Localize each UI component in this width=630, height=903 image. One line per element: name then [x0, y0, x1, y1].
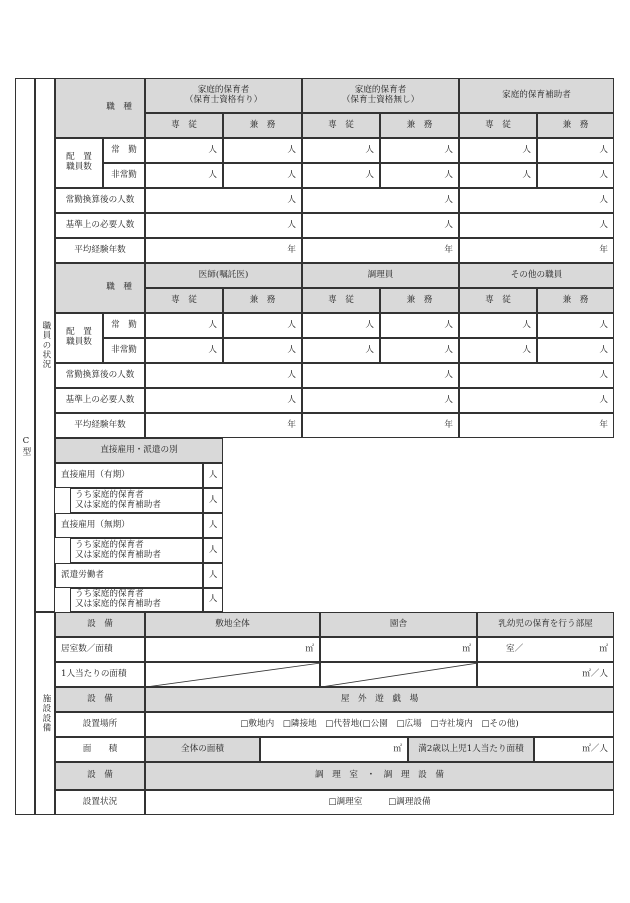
year-cell[interactable]: 年 [459, 413, 614, 438]
count-cell[interactable]: 人 [223, 313, 302, 338]
sqm-unit: ㎡ [599, 643, 608, 654]
employment-sub-label: うち家庭的保育者 又は家庭的保育補助者 [70, 488, 203, 513]
senju-header: 専 従 [302, 113, 380, 138]
senju-header: 専 従 [459, 113, 537, 138]
count-cell[interactable]: 人 [537, 338, 614, 363]
hijokin-label: 非常勤 [103, 338, 145, 363]
form-sheet [15, 78, 614, 815]
building-header: 園舎 [320, 612, 477, 637]
type-label: C型 [20, 436, 31, 457]
count-cell[interactable]: 人 [459, 388, 614, 413]
kenmu-header: 兼 務 [537, 113, 614, 138]
kijun-label: 基準上の必要人数 [55, 388, 145, 413]
count-cell[interactable]: 人 [380, 138, 459, 163]
employment-sub-label: うち家庭的保育者 又は家庭的保育補助者 [70, 588, 203, 612]
diagonal-line [146, 663, 320, 687]
playground-header: 屋 外 遊 戯 場 [145, 687, 614, 712]
year-cell[interactable]: 年 [459, 238, 614, 263]
kenmu-header: 兼 務 [537, 288, 614, 313]
staff-section-label: 職員の状況 [40, 321, 51, 369]
count-cell[interactable]: 人 [537, 313, 614, 338]
facility-section-label-cell [35, 612, 55, 815]
employment-sub-label: うち家庭的保育者 又は家庭的保育補助者 [70, 538, 203, 563]
kanzan-label: 常勤換算後の人数 [55, 363, 145, 388]
jokin-label: 常 勤 [103, 313, 145, 338]
employment-count[interactable]: 人 [203, 538, 223, 563]
year-cell[interactable]: 年 [302, 413, 459, 438]
kanzan-label: 常勤換算後の人数 [55, 188, 145, 213]
area-label: 面 積 [55, 737, 145, 762]
role-header: 医師(嘱託医) [145, 263, 302, 288]
employment-label: 直接雇用（無期） [55, 513, 203, 538]
job-type-header-text: 職 種 [106, 102, 132, 113]
count-cell[interactable]: 人 [223, 163, 302, 188]
area-cell[interactable]: ㎡ [320, 637, 477, 662]
room-unit: 室／ [506, 643, 524, 654]
count-cell[interactable]: 人 [380, 338, 459, 363]
employment-label: 直接雇用（有期） [55, 463, 203, 488]
place-label: 設置場所 [55, 712, 145, 737]
count-cell[interactable]: 人 [145, 388, 302, 413]
job-type-header [55, 263, 145, 313]
count-cell[interactable]: 人 [145, 363, 302, 388]
kijun-label: 基準上の必要人数 [55, 213, 145, 238]
role-header: 家庭的保育者 （保育士資格有り） [145, 78, 302, 113]
kenmu-header: 兼 務 [223, 288, 302, 313]
count-cell[interactable]: 人 [302, 388, 459, 413]
per-child-area-cell[interactable]: ㎡／人 [534, 737, 614, 762]
rooms-area-cell[interactable] [477, 637, 614, 662]
senju-header: 専 従 [459, 288, 537, 313]
keiken-label: 平均経験年数 [55, 238, 145, 263]
keiken-label: 平均経験年数 [55, 413, 145, 438]
job-type-header [55, 78, 145, 138]
count-cell[interactable]: 人 [302, 313, 380, 338]
type-label-cell [15, 78, 35, 815]
role-header: その他の職員 [459, 263, 614, 288]
count-cell[interactable]: 人 [302, 363, 459, 388]
count-cell[interactable]: 人 [145, 188, 302, 213]
role-header: 家庭的保育者 （保育士資格無し） [302, 78, 459, 113]
year-cell[interactable]: 年 [145, 413, 302, 438]
count-cell[interactable]: 人 [145, 313, 223, 338]
count-cell[interactable]: 人 [537, 138, 614, 163]
per-person-slashed-cell [320, 662, 477, 687]
per-person-area-label: 1人当たりの面積 [55, 662, 145, 687]
diagonal-line [321, 663, 477, 687]
count-cell[interactable]: 人 [537, 163, 614, 188]
setsubi-header: 設 備 [55, 612, 145, 637]
status-label: 設置状況 [55, 790, 145, 815]
kitchen-options[interactable]: □調理室 □調理設備 [145, 790, 614, 815]
count-cell[interactable]: 人 [145, 213, 302, 238]
count-cell[interactable]: 人 [459, 188, 614, 213]
senju-header: 専 従 [145, 113, 223, 138]
senju-header: 専 従 [302, 288, 380, 313]
count-cell[interactable]: 人 [302, 338, 380, 363]
count-cell[interactable]: 人 [459, 363, 614, 388]
count-cell[interactable]: 人 [380, 163, 459, 188]
facility-section-label: 施設設備 [40, 694, 51, 733]
total-area-label: 全体の面積 [145, 737, 260, 762]
employment-header: 直接雇用・派遣の別 [55, 438, 223, 463]
role-header: 調理員 [302, 263, 459, 288]
year-cell[interactable]: 年 [145, 238, 302, 263]
count-cell[interactable]: 人 [380, 313, 459, 338]
count-cell[interactable]: 人 [223, 338, 302, 363]
count-cell[interactable]: 人 [302, 138, 380, 163]
hijokin-label: 非常勤 [103, 163, 145, 188]
count-cell[interactable]: 人 [459, 338, 537, 363]
employment-count[interactable]: 人 [203, 463, 223, 488]
count-cell[interactable]: 人 [459, 138, 537, 163]
staff-section-label-cell [35, 78, 55, 612]
area-cell[interactable]: ㎡ [145, 637, 320, 662]
employment-count[interactable]: 人 [203, 513, 223, 538]
kitchen-header: 調 理 室 ・ 調 理 設 備 [145, 762, 614, 790]
employment-count[interactable]: 人 [203, 488, 223, 513]
count-cell[interactable]: 人 [145, 338, 223, 363]
count-cell[interactable]: 人 [302, 213, 459, 238]
nursery-room-header: 乳幼児の保育を行う部屋 [477, 612, 614, 637]
employment-label: 派遣労働者 [55, 563, 203, 588]
setsubi-header: 設 備 [55, 687, 145, 712]
total-area-cell[interactable]: ㎡ [260, 737, 408, 762]
count-cell[interactable]: 人 [145, 163, 223, 188]
place-options[interactable]: □敷地内 □隣接地 □代替地(□公園 □広場 □寺社境内 □その他) [145, 712, 614, 737]
employment-count[interactable]: 人 [203, 588, 223, 612]
count-cell[interactable]: 人 [459, 213, 614, 238]
count-cell[interactable]: 人 [223, 138, 302, 163]
kenmu-header: 兼 務 [223, 113, 302, 138]
job-type-header-text: 職 種 [106, 282, 132, 293]
year-cell[interactable]: 年 [302, 238, 459, 263]
senju-header: 専 従 [145, 288, 223, 313]
kenmu-header: 兼 務 [380, 113, 459, 138]
haichi-label: 配 置 職員数 [55, 138, 103, 188]
site-header: 敷地全体 [145, 612, 320, 637]
haichi-label: 配 置 職員数 [55, 313, 103, 363]
role-header: 家庭的保育補助者 [459, 78, 614, 113]
count-cell[interactable]: 人 [459, 163, 537, 188]
rooms-area-label: 居室数／面積 [55, 637, 145, 662]
kenmu-header: 兼 務 [380, 288, 459, 313]
per-child-area-label: 満2歳以上児1人当たり面積 [408, 737, 534, 762]
count-cell[interactable]: 人 [302, 188, 459, 213]
per-person-slashed-cell [145, 662, 320, 687]
count-cell[interactable]: 人 [459, 313, 537, 338]
setsubi-header: 設 備 [55, 762, 145, 790]
count-cell[interactable]: 人 [302, 163, 380, 188]
jokin-label: 常 勤 [103, 138, 145, 163]
employment-count[interactable]: 人 [203, 563, 223, 588]
count-cell[interactable]: 人 [145, 138, 223, 163]
per-person-area-cell[interactable]: ㎡／人 [477, 662, 614, 687]
